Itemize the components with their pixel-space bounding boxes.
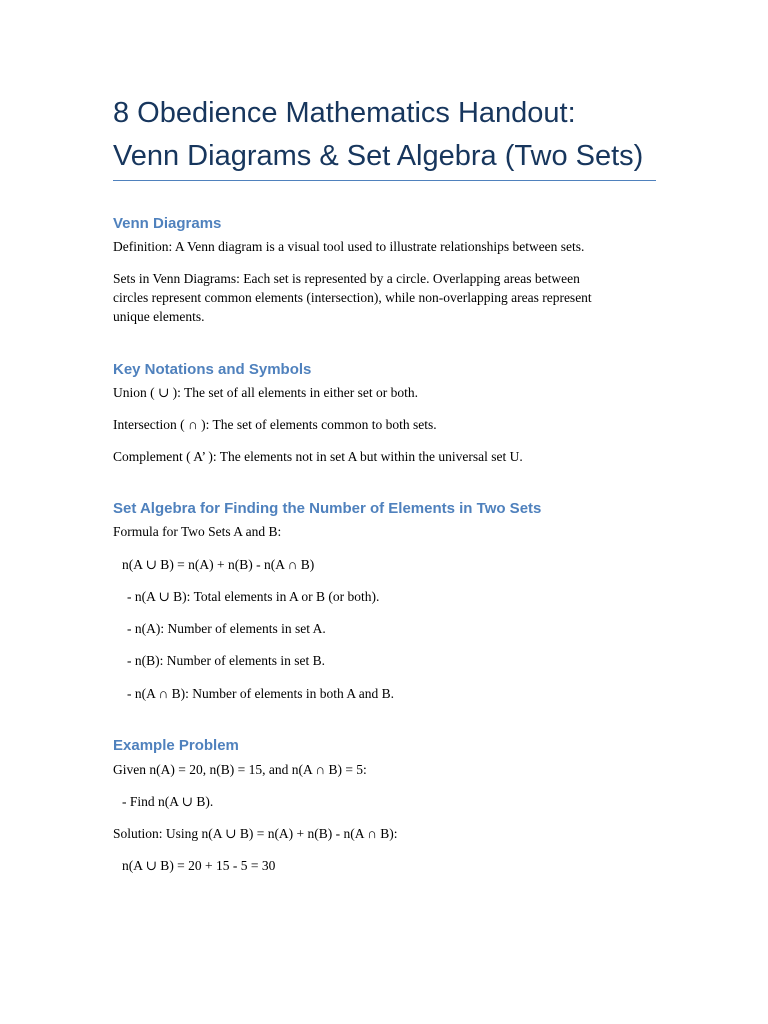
algebra-formula: n(A ∪ B) = n(A) + n(B) - n(A ∩ B) [122, 557, 315, 572]
heading-example-problem: Example Problem [113, 737, 239, 754]
title-divider [113, 180, 656, 181]
algebra-intro: Formula for Two Sets A and B: [113, 524, 282, 539]
example-solution: Solution: Using n(A ∪ B) = n(A) + n(B) - n(A ∩ B): [113, 826, 398, 841]
venn-sets-line-2: circles represent common elements (intersection), while non-overlapping areas represent [113, 290, 592, 305]
document-title [113, 92, 656, 178]
venn-sets-line-1: Sets in Venn Diagrams: Each set is represented by a circle. Overlapping areas between [113, 271, 580, 286]
venn-sets-line-3: unique elements. [113, 309, 205, 324]
example-result: n(A ∪ B) = 20 + 15 - 5 = 30 [122, 858, 276, 873]
title-line-1: 8 Obedience Mathematics Handout: [113, 97, 576, 129]
venn-definition: Definition: A Venn diagram is a visual tool used to illustrate relationships between sets. [113, 239, 585, 254]
heading-venn-diagrams: Venn Diagrams [113, 215, 222, 232]
algebra-item-a: - n(A): Number of elements in set A. [127, 621, 326, 636]
algebra-item-intersection: - n(A ∩ B): Number of elements in both A and B. [127, 686, 394, 701]
algebra-item-union: - n(A ∪ B): Total elements in A or B (or both). [127, 589, 380, 604]
notation-intersection: Intersection ( ∩ ): The set of elements common to both sets. [113, 417, 437, 432]
heading-key-notations: Key Notations and Symbols [113, 361, 312, 378]
example-given: Given n(A) = 20, n(B) = 15, and n(A ∩ B) = 5: [113, 762, 367, 777]
algebra-item-b: - n(B): Number of elements in set B. [127, 653, 325, 668]
title-line-2: Venn Diagrams & Set Algebra (Two Sets) [113, 140, 644, 172]
notation-complement: Complement ( A’ ): The elements not in set A but within the universal set U. [113, 449, 523, 464]
notation-union: Union ( ∪ ): The set of all elements in either set or both. [113, 385, 418, 400]
example-task: - Find n(A ∪ B). [122, 794, 214, 809]
heading-set-algebra: Set Algebra for Finding the Number of Elements in Two Sets [113, 500, 542, 517]
